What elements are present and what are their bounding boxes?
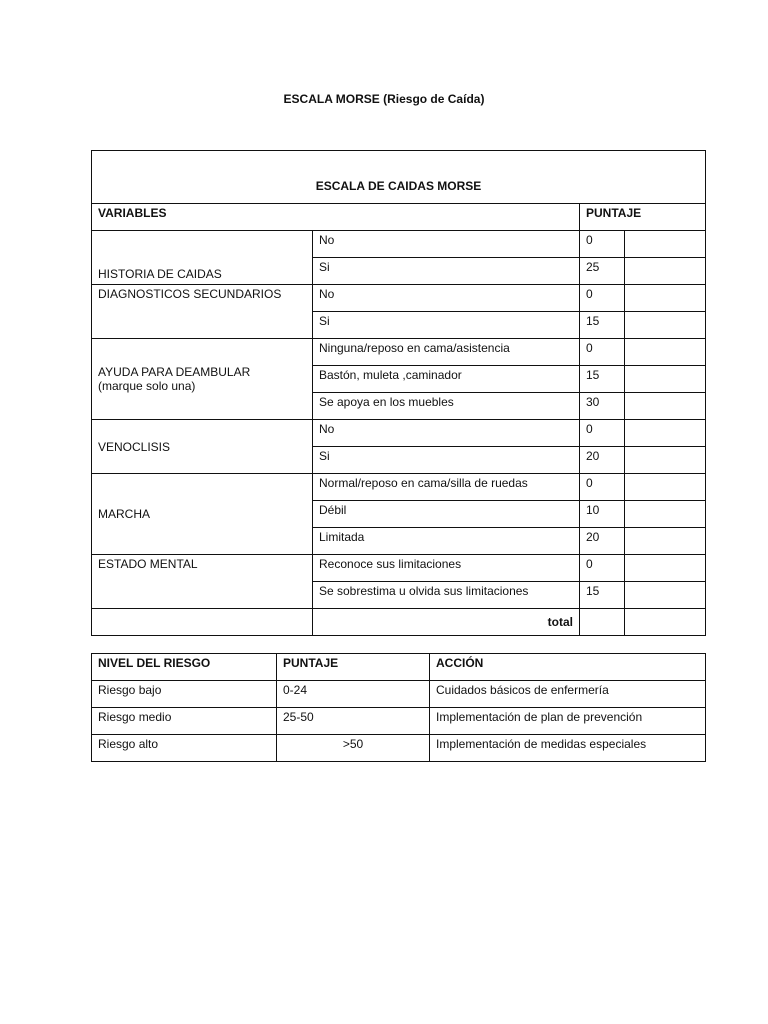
option-score: 10: [580, 501, 625, 528]
risk-action: Implementación de plan de prevención: [430, 708, 706, 735]
score-input-cell[interactable]: [625, 231, 706, 258]
score-input-cell[interactable]: [625, 339, 706, 366]
table-row: [92, 285, 706, 312]
option-score: 20: [580, 528, 625, 555]
score-input-cell[interactable]: [625, 555, 706, 582]
option-score: 0: [580, 555, 625, 582]
table-title: ESCALA DE CAIDAS MORSE: [92, 151, 706, 204]
table-title-row: [92, 151, 706, 204]
variable-cell: ESTADO MENTAL: [92, 555, 313, 609]
option-label: Bastón, muleta ,caminador: [313, 366, 580, 393]
header-score: PUNTAJE: [580, 204, 706, 231]
document-title: ESCALA MORSE (Riesgo de Caída): [283, 92, 485, 106]
table-row: [92, 708, 706, 735]
risk-level: Riesgo alto: [92, 735, 277, 762]
table-row: [92, 555, 706, 582]
risk-header-row: [92, 654, 706, 681]
option-score: 15: [580, 312, 625, 339]
risk-score: 0-24: [277, 681, 430, 708]
header-variables: VARIABLES: [92, 204, 580, 231]
total-extra-cell[interactable]: [625, 609, 706, 636]
variable-cell: MARCHA: [92, 474, 313, 555]
table-row: [92, 339, 706, 366]
risk-level: Riesgo medio: [92, 708, 277, 735]
option-label: Débil: [313, 501, 580, 528]
option-label: Se apoya en los muebles: [313, 393, 580, 420]
risk-header-score: PUNTAJE: [277, 654, 430, 681]
risk-action: Cuidados básicos de enfermería: [430, 681, 706, 708]
score-input-cell[interactable]: [625, 420, 706, 447]
score-input-cell[interactable]: [625, 447, 706, 474]
option-label: Ninguna/reposo en cama/asistencia: [313, 339, 580, 366]
risk-score: >50: [277, 735, 430, 762]
option-label: Normal/reposo en cama/silla de ruedas: [313, 474, 580, 501]
score-input-cell[interactable]: [625, 528, 706, 555]
variable-note: (marque solo una): [98, 379, 196, 393]
option-label: No: [313, 231, 580, 258]
option-label: No: [313, 420, 580, 447]
score-input-cell[interactable]: [625, 501, 706, 528]
table-row: [92, 474, 706, 501]
variable-name: AYUDA PARA DEAMBULAR: [98, 365, 251, 379]
total-value-cell[interactable]: [580, 609, 625, 636]
risk-action: Implementación de medidas especiales: [430, 735, 706, 762]
option-score: 15: [580, 366, 625, 393]
risk-level: Riesgo bajo: [92, 681, 277, 708]
option-score: 25: [580, 258, 625, 285]
morse-scale-table: [91, 150, 706, 636]
variable-cell: VENOCLISIS: [92, 420, 313, 474]
option-score: 30: [580, 393, 625, 420]
option-label: Limitada: [313, 528, 580, 555]
risk-score: 25-50: [277, 708, 430, 735]
risk-header-level: NIVEL DEL RIESGO: [92, 654, 277, 681]
table-row: [92, 420, 706, 447]
table-row: [92, 231, 706, 258]
option-label: Reconoce sus limitaciones: [313, 555, 580, 582]
variable-cell: DIAGNOSTICOS SECUNDARIOS: [92, 285, 313, 339]
option-label: Si: [313, 447, 580, 474]
score-input-cell[interactable]: [625, 474, 706, 501]
risk-header-action: ACCIÓN: [430, 654, 706, 681]
score-input-cell[interactable]: [625, 285, 706, 312]
option-label: No: [313, 285, 580, 312]
table-row: [92, 735, 706, 762]
option-score: 15: [580, 582, 625, 609]
score-input-cell[interactable]: [625, 582, 706, 609]
total-row: [92, 609, 706, 636]
table-row: [92, 681, 706, 708]
table-header-row: [92, 204, 706, 231]
score-input-cell[interactable]: [625, 393, 706, 420]
score-input-cell[interactable]: [625, 312, 706, 339]
variable-cell: [92, 339, 313, 420]
option-label: Se sobrestima u olvida sus limitaciones: [313, 582, 580, 609]
risk-level-table: [91, 653, 706, 762]
option-score: 0: [580, 339, 625, 366]
option-score: 0: [580, 474, 625, 501]
variable-cell: HISTORIA DE CAIDAS: [92, 231, 313, 285]
option-label: Si: [313, 312, 580, 339]
score-input-cell[interactable]: [625, 258, 706, 285]
option-score: 0: [580, 285, 625, 312]
option-score: 0: [580, 231, 625, 258]
option-score: 20: [580, 447, 625, 474]
score-input-cell[interactable]: [625, 366, 706, 393]
option-label: Si: [313, 258, 580, 285]
option-score: 0: [580, 420, 625, 447]
total-blank-cell: [92, 609, 313, 636]
total-label: total: [313, 609, 580, 636]
